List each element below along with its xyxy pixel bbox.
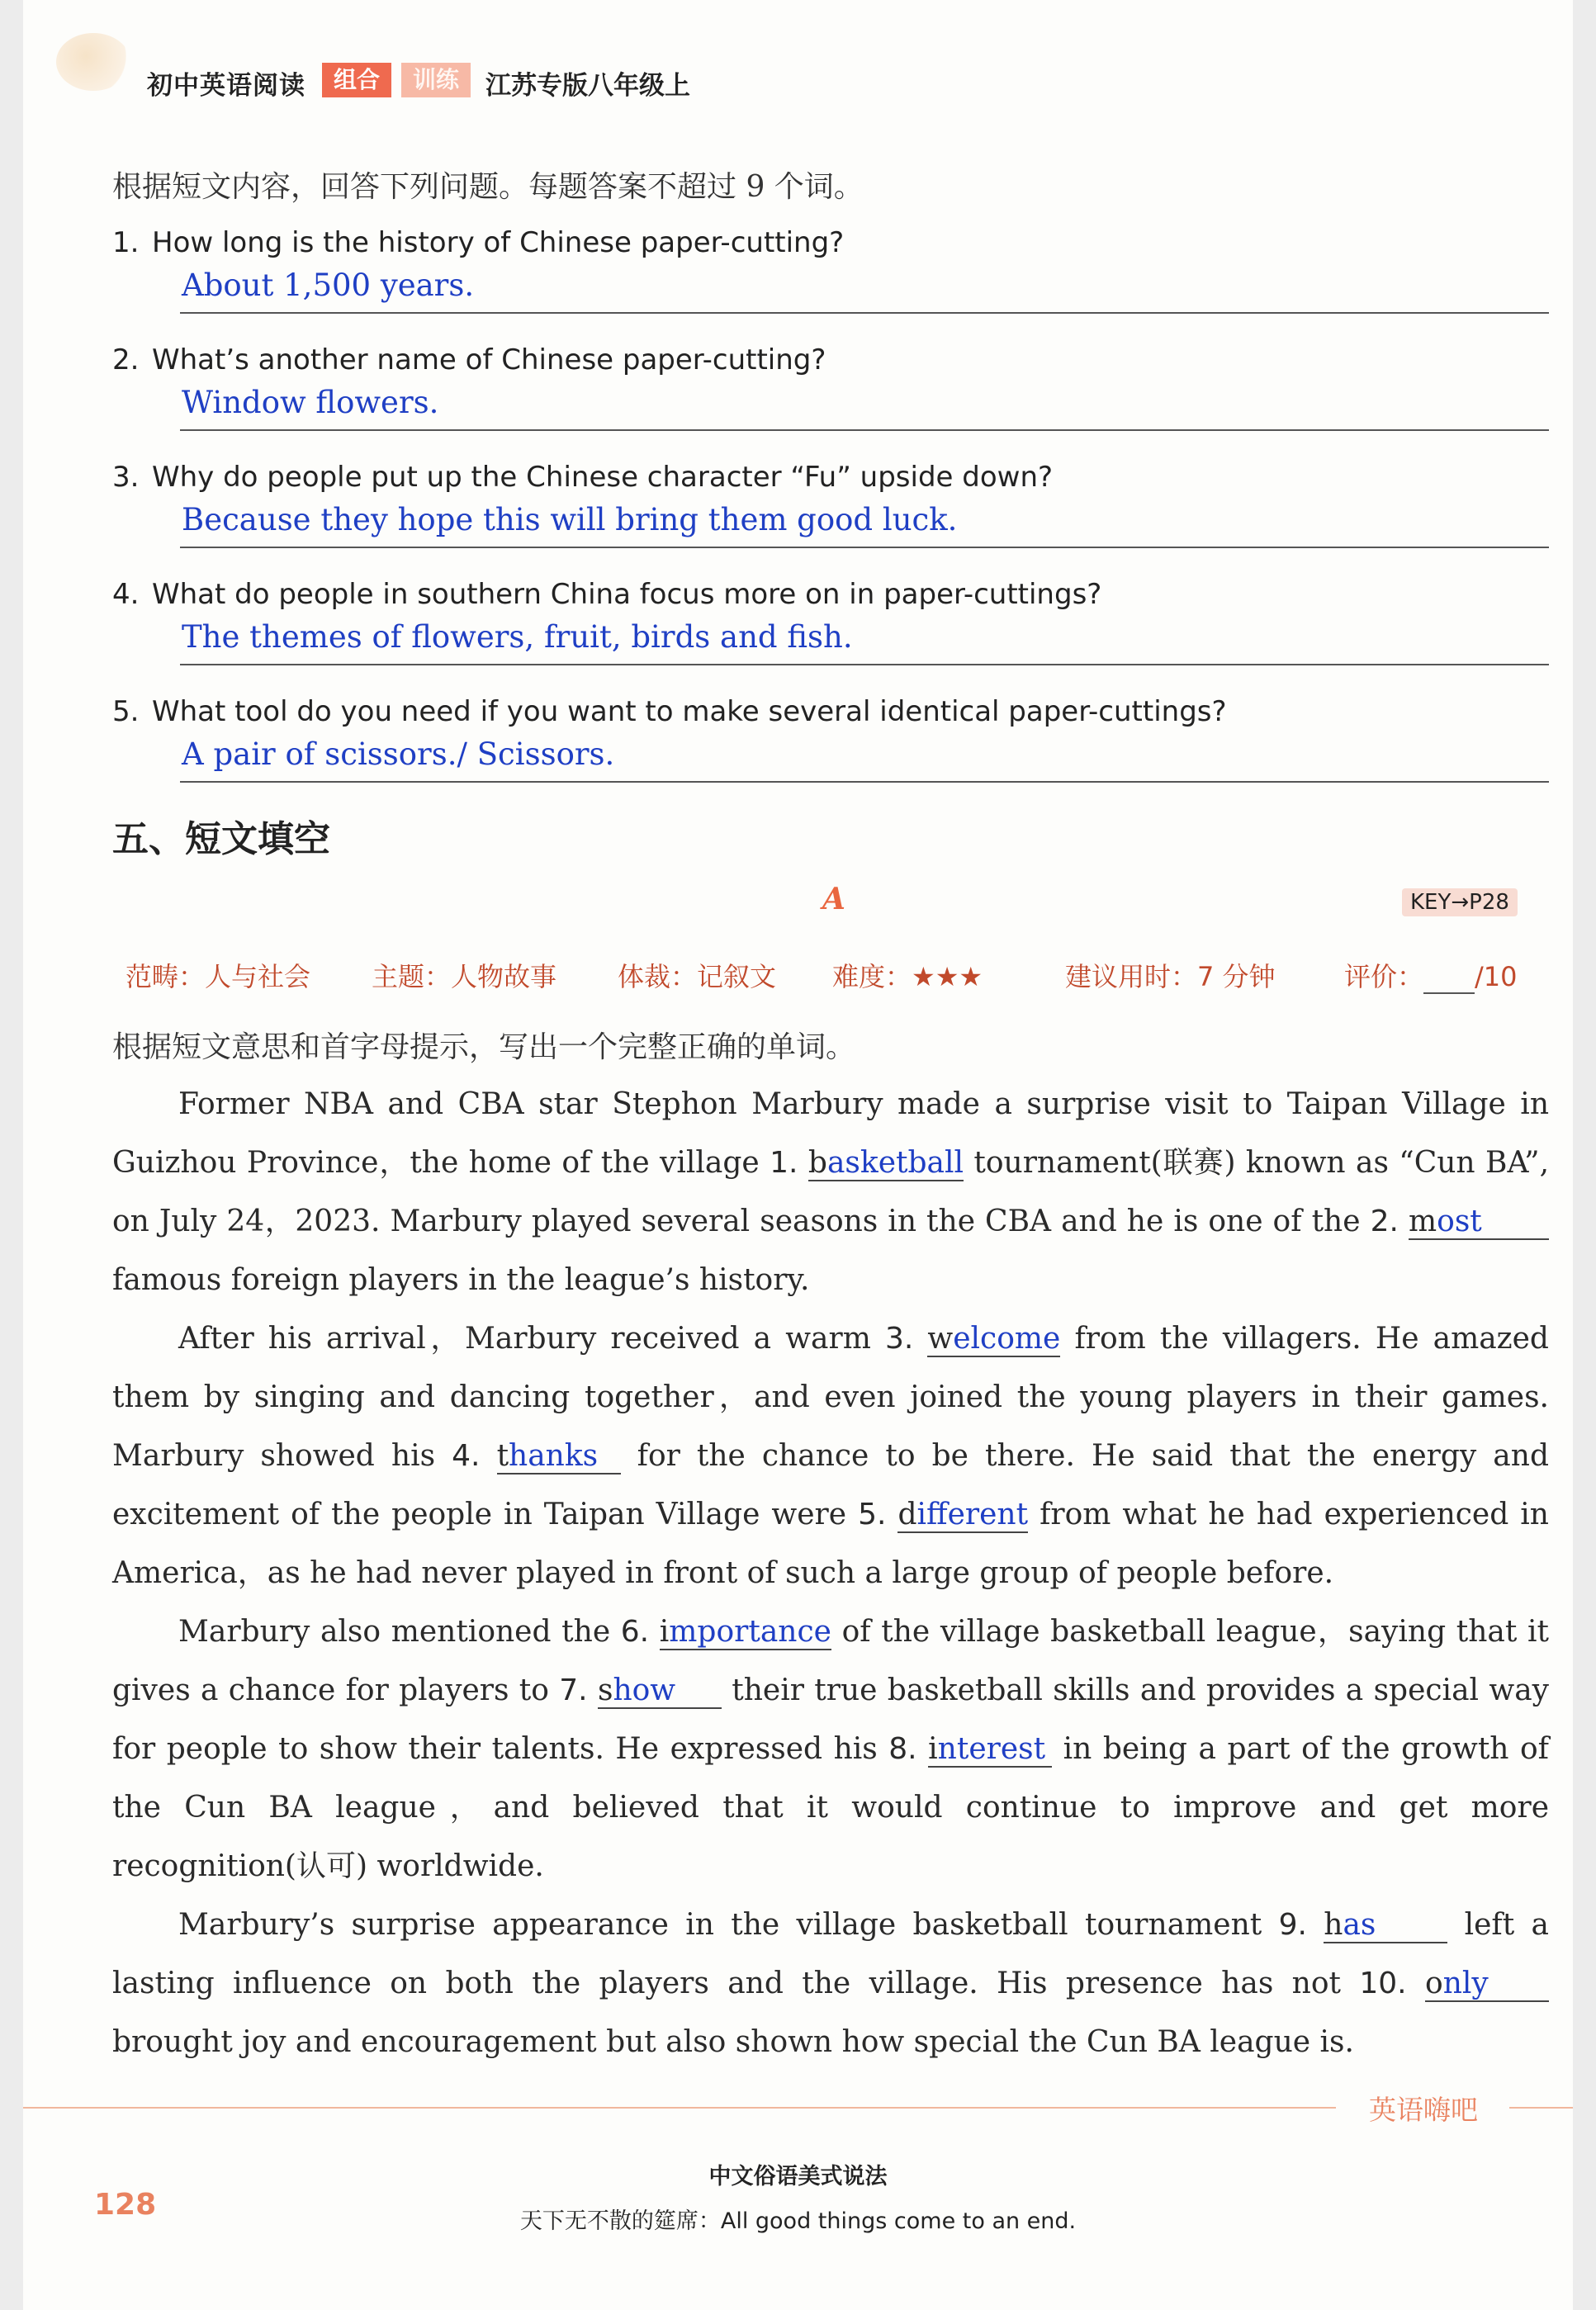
blank-3[interactable] xyxy=(927,1323,1060,1357)
hint-letter: i xyxy=(659,1615,670,1649)
passage-label: A xyxy=(822,882,845,916)
answer-line xyxy=(180,547,1549,548)
blank-2[interactable] xyxy=(1409,1205,1549,1240)
question-text: What’s another name of Chinese paper-cutting? xyxy=(152,343,826,376)
question-number: 1. xyxy=(112,226,140,259)
answer-text: Because they hope this will bring them good luck. xyxy=(182,502,958,537)
meta-genre: 体裁：记叙文 xyxy=(618,961,777,992)
blank-number: 8. xyxy=(888,1732,917,1766)
answer-key-ref: KEY→P28 xyxy=(1402,888,1518,916)
blank-1[interactable] xyxy=(808,1147,964,1181)
passage-paragraph-3 xyxy=(112,1602,1549,1896)
answer-line xyxy=(180,781,1549,783)
part4-instruction: 根据短文内容，回答下列问题。每题答案不超过 9 个词。 xyxy=(112,170,864,204)
blank-number: 6. xyxy=(620,1615,650,1649)
question-text: What tool do you need if you want to make several identical paper-cuttings? xyxy=(152,695,1227,728)
footer-saying xyxy=(23,2203,1573,2235)
footer-divider xyxy=(23,2107,1336,2109)
question-number: 4. xyxy=(112,578,140,611)
blank-5[interactable] xyxy=(897,1498,1028,1533)
blank-answer: hanks xyxy=(509,1439,599,1473)
answer-text: About 1,500 years. xyxy=(182,267,475,303)
blank-4[interactable] xyxy=(497,1440,621,1475)
question-text: How long is the history of Chinese paper-cutting? xyxy=(152,226,845,259)
question-1 xyxy=(112,223,1549,314)
hint-letter: w xyxy=(927,1322,954,1356)
book-logo-icon xyxy=(56,33,130,91)
blank-answer: ifferent xyxy=(916,1498,1029,1531)
blank-number: 7. xyxy=(559,1673,588,1707)
score-label: 评价： xyxy=(1344,961,1424,992)
para-text: Marbury also mentioned the xyxy=(178,1615,611,1649)
meta-scope: 范畴：人与社会 xyxy=(126,961,311,992)
hint-letter: s xyxy=(597,1673,613,1707)
question-2 xyxy=(112,340,1549,431)
blank-number: 1. xyxy=(770,1146,798,1180)
blank-answer: ost xyxy=(1437,1205,1482,1238)
blank-9[interactable] xyxy=(1324,1909,1447,1943)
tag-training: 训练 xyxy=(401,63,471,97)
hint-letter: i xyxy=(928,1732,938,1766)
answer-line xyxy=(180,664,1549,665)
para-text: left a lasting influence on both the players and the village. His presence has not xyxy=(112,1908,1550,2000)
blank-number: 10. xyxy=(1359,1967,1407,2000)
hint-letter: t xyxy=(496,1439,509,1473)
answer-text: A pair of scissors./ Scissors. xyxy=(182,736,615,772)
meta-time: 建议用时：7 分钟 xyxy=(1065,961,1276,992)
para-text: of the village basketball league，saying that it gives a chance for players to xyxy=(112,1615,1549,1707)
blank-answer: nly xyxy=(1442,1967,1489,2000)
hint-letter: b xyxy=(807,1146,827,1180)
blank-7[interactable] xyxy=(598,1674,722,1709)
para-text: tournament(联赛) known as “Cun BA”, on July 24，2023. Marbury played several seasons in the CBA and he is one of the xyxy=(112,1146,1550,1238)
passage-paragraph-1 xyxy=(112,1075,1549,1309)
blank-answer: nterest xyxy=(937,1732,1046,1766)
hint-letter: h xyxy=(1324,1908,1343,1942)
tag-combo: 组合 xyxy=(322,63,391,97)
para-text: from the villagers. He amazed them by singing and dancing together，and even joined the young players in their games. Marbury showed his xyxy=(112,1322,1549,1473)
blank-6[interactable] xyxy=(660,1616,831,1650)
passage-paragraph-2 xyxy=(112,1309,1549,1602)
para-text: Former NBA and CBA star Stephon Marbury made a surprise visit to Taipan Village in Guizhou Province，the home of the village xyxy=(112,1087,1549,1180)
para-text: Marbury’s surprise appearance in the village basketball tournament xyxy=(178,1908,1262,1942)
blank-answer: how xyxy=(613,1673,676,1707)
book-title: 初中英语阅读 xyxy=(147,71,305,101)
blank-answer: mportance xyxy=(669,1615,831,1649)
book-edition: 江苏专版八年级上 xyxy=(485,71,690,101)
blank-8[interactable] xyxy=(928,1733,1052,1768)
saying-chinese: 天下无不散的筵席： xyxy=(519,2208,721,2234)
question-3 xyxy=(112,457,1549,548)
section-title: 五、短文填空 xyxy=(112,818,330,860)
para-text: After his arrival，Marbury received a warm xyxy=(178,1322,871,1356)
question-number: 2. xyxy=(112,343,140,376)
saying-english: All good things come to an end. xyxy=(720,2208,1077,2234)
para-text: in being a part of the growth of the Cun BA league，and believed that it would continue to improve and get more recognition(认可) worldwide. xyxy=(112,1732,1549,1883)
para-text: brought joy and encouragement but also shown how special the Cun BA league is. xyxy=(112,2025,1354,2059)
question-number: 5. xyxy=(112,695,140,728)
blank-number: 5. xyxy=(858,1498,887,1531)
footer-title: 中文俗语美式说法 xyxy=(708,2164,888,2189)
hint-letter: d xyxy=(897,1498,917,1531)
page-number: 128 xyxy=(94,2188,157,2222)
para-text: from what he had experienced in America，as he had never played in front of such a large group of people before. xyxy=(112,1498,1549,1590)
blank-number: 2. xyxy=(1370,1205,1399,1238)
meta-theme: 主题：人物故事 xyxy=(372,961,557,992)
question-text: Why do people put up the Chinese character “Fu” upside down? xyxy=(152,461,1054,494)
score-blank[interactable] xyxy=(1423,969,1475,994)
answer-text: Window flowers. xyxy=(182,385,439,420)
question-4 xyxy=(112,575,1549,665)
footer-divider-end xyxy=(1509,2107,1573,2109)
blank-number: 9. xyxy=(1278,1908,1307,1942)
answer-line xyxy=(180,429,1549,431)
question-number: 3. xyxy=(112,461,140,494)
blank-number: 3. xyxy=(884,1322,914,1356)
question-text: What do people in southern China focus more on in paper-cuttings? xyxy=(152,578,1102,611)
part5-instruction: 根据短文意思和首字母提示，写出一个完整正确的单词。 xyxy=(112,1030,856,1064)
workbook-page xyxy=(23,0,1573,2310)
meta-difficulty: 难度：★★★ xyxy=(832,961,983,992)
blank-number: 4. xyxy=(452,1439,481,1473)
para-text: for the chance to be there. He said that the energy and excitement of the people in Taipan Village were xyxy=(112,1439,1549,1531)
blank-answer: asketball xyxy=(826,1146,964,1180)
blank-answer: as xyxy=(1343,1908,1376,1942)
answer-line xyxy=(180,312,1549,314)
score-total: /10 xyxy=(1475,961,1518,992)
para-text: famous foreign players in the league’s history. xyxy=(112,1263,810,1297)
meta-score xyxy=(1344,956,1518,994)
blank-answer: elcome xyxy=(953,1322,1061,1356)
footer-tag: 英语嗨吧 xyxy=(1369,2094,1478,2126)
question-5 xyxy=(112,692,1549,783)
blank-10[interactable] xyxy=(1425,1967,1549,2002)
passage-paragraph-4 xyxy=(112,1896,1549,2071)
para-text: their true basketball skills and provides a special way for people to show their talents. He expressed his xyxy=(112,1673,1549,1766)
hint-letter: o xyxy=(1425,1967,1443,2000)
hint-letter: m xyxy=(1409,1205,1437,1238)
answer-text: The themes of flowers, fruit, birds and fish. xyxy=(182,619,853,655)
